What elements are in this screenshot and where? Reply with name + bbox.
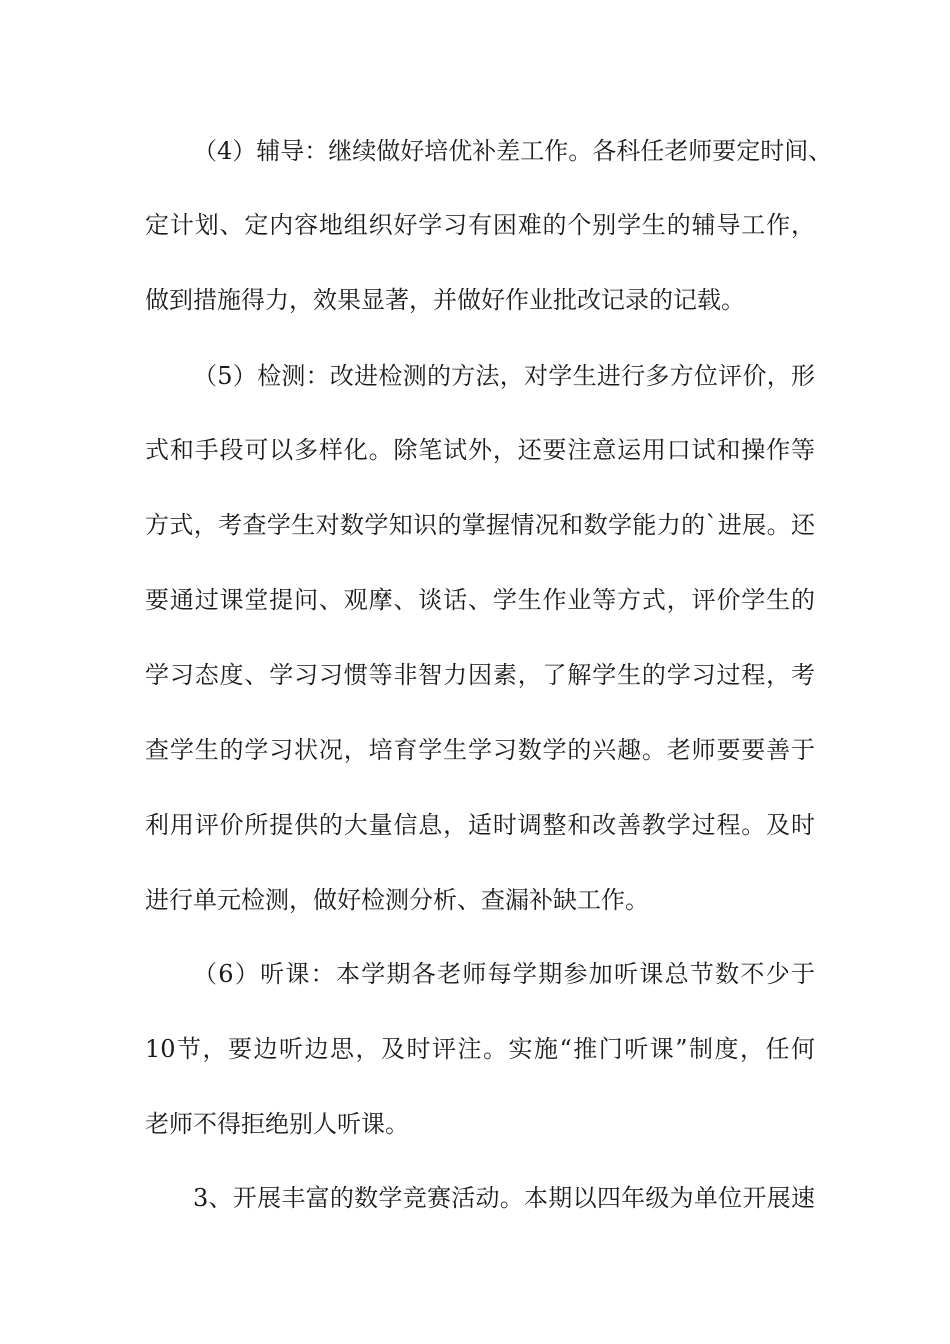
paragraph-4-line-2: 定计划、定内容地组织好学习有困难的个别学生的辅导工作，: [145, 211, 815, 239]
paragraph-6-line-1: （6）听课：本学期各老师每学期参加听课总节数不少于: [193, 960, 815, 988]
paragraph-5-line-3: 方式，考查学生对数学知识的掌握情况和数学能力的`进展。还: [145, 511, 815, 539]
paragraph-5-line-7: 利用评价所提供的大量信息，适时调整和改善教学过程。及时: [145, 811, 815, 839]
paragraph-4-line-1: （4）辅导：继续做好培优补差工作。各科任老师要定时间、: [193, 137, 833, 165]
paragraph-5-line-8: 进行单元检测，做好检测分析、查漏补缺工作。: [145, 886, 649, 914]
paragraph-5-line-2: 式和手段可以多样化。除笔试外，还要注意运用口试和操作等: [145, 436, 815, 464]
paragraph-6-line-2: 10节，要边听边思，及时评注。实施“推门听课”制度，任何: [145, 1035, 815, 1063]
paragraph-6-line-3: 老师不得拒绝别人听课。: [145, 1110, 409, 1138]
paragraph-5-line-4: 要通过课堂提问、观摩、谈话、学生作业等方式，评价学生的: [145, 586, 815, 614]
paragraph-5-line-5: 学习态度、学习习惯等非智力因素，了解学生的学习过程，考: [145, 661, 815, 689]
paragraph-4-line-3: 做到措施得力，效果显著，并做好作业批改记录的记载。: [145, 286, 745, 314]
paragraph-5-line-1: （5）检测：改进检测的方法，对学生进行多方位评价，形: [193, 362, 815, 390]
paragraph-5-line-6: 查学生的学习状况，培育学生学习数学的兴趣。老师要要善于: [145, 736, 815, 764]
section-3-line-1: 3、开展丰富的数学竞赛活动。本期以四年级为单位开展速: [193, 1184, 815, 1212]
